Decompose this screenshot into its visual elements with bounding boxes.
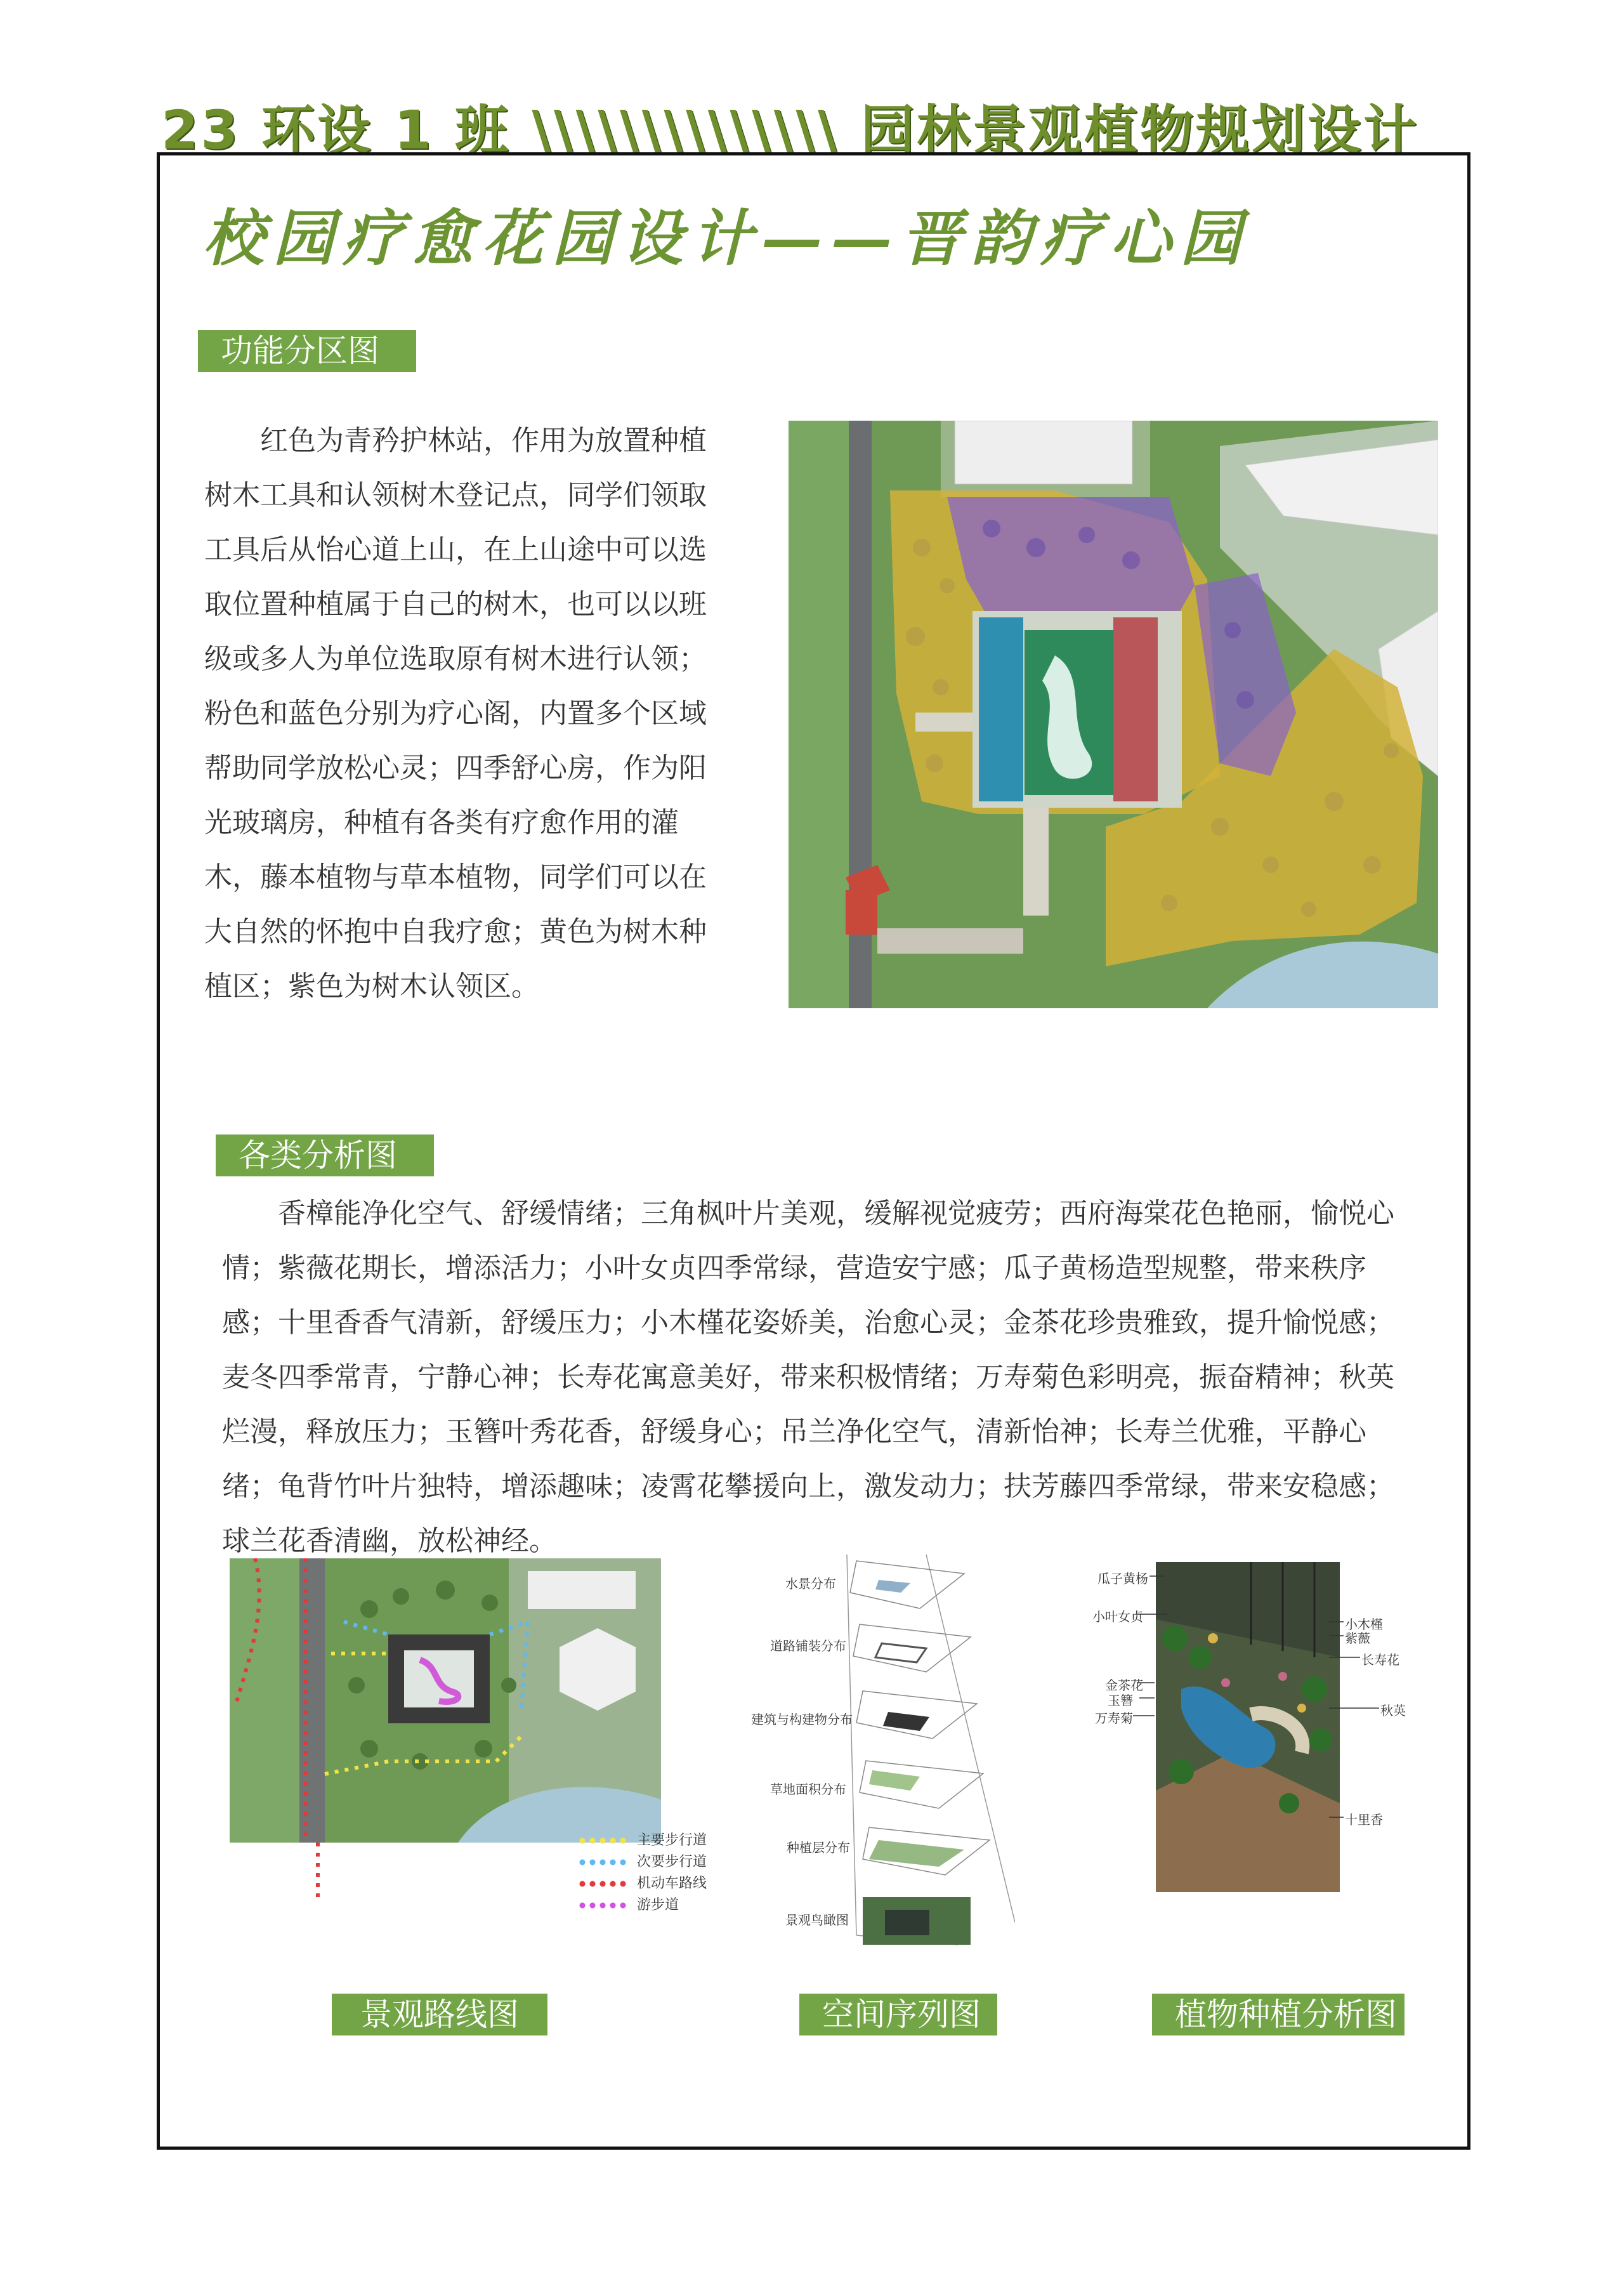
plant-label-left-3: 金茶花 <box>1105 1678 1143 1693</box>
plant-label-right-4: 秋英 <box>1380 1703 1406 1718</box>
legend-item-secondary-walk: 次要步行道 <box>577 1851 707 1873</box>
plant-label-right-1: 小木槿 <box>1345 1617 1383 1632</box>
legend-item-vehicle-route: 机动车路线 <box>577 1873 707 1895</box>
layer-label-paving: 道路铺装分布 <box>770 1638 846 1654</box>
page-header-title: 23 环设 1 班 \\\\\\\\\\\\\\ 园林景观植物规划设计 <box>161 99 1420 161</box>
route-map-road-line <box>316 1843 320 1900</box>
functional-zoning-text: 红色为青矜护林站，作用为放置种植树木工具和认领树木登记点，同学们领取工具后从怡心道上山，在上山途中可以选取位置种植属于自己的树木，也可以以班级或多人为单位选取原有树木进行认领；粉色和蓝色分别为疗心阁，内置多个区域帮助同学放松心灵；四季舒心房，作为阳光玻璃房，种植有各类有疗愈作用的灌木，藤本植物与草本植物，同学们可以在大自然的怀抱中自我疗愈；黄色为树木种植区；紫色为树木认领区。 <box>204 424 707 1003</box>
layer-label-water: 水景分布 <box>785 1576 836 1591</box>
plant-label-left-5: 万寿菊 <box>1095 1711 1133 1726</box>
plant-label-left-4: 玉簪 <box>1108 1693 1133 1708</box>
analysis-label: 各类分析图 <box>216 1134 434 1176</box>
layer-label-lawn: 草地面积分布 <box>770 1782 846 1797</box>
route-legend <box>577 1830 707 1916</box>
layer-label-buildings: 建筑与构建物分布 <box>751 1712 853 1727</box>
functional-zoning-label: 功能分区图 <box>198 330 416 372</box>
plant-leader-lines <box>1078 1561 1434 1827</box>
plant-label-right-5: 十里香 <box>1345 1812 1383 1827</box>
layer-label-aerial: 景观鸟瞰图 <box>785 1912 849 1928</box>
route-map-caption: 景观路线图 <box>332 1994 547 2035</box>
board-title: 校园疗愈花园设计——晋韵疗心园 <box>203 202 1250 274</box>
spatial-sequence-caption: 空间序列图 <box>799 1994 997 2035</box>
analysis-text: 香樟能净化空气、舒缓情绪；三角枫叶片美观，缓解视觉疲劳；西府海棠花色艳丽，愉悦心情；紫薇花期长，增添活力；小叶女贞四季常绿，营造安宁感；瓜子黄杨造型规整，带来秩序感；十里香香气清新，舒缓压力；小木槿花姿娇美，治愈心灵；金茶花珍贵雅致，提升愉悦感；麦冬四季常青，宁静心神；长寿花寓意美好，带来积极情绪；万寿菊色彩明亮，振奋精神；秋英烂漫，释放压力；玉簪叶秀花香，舒缓身心；吊兰净化空气，清新怡神；长寿兰优雅，平静心绪；龟背竹叶片独特，增添趣味；凌霄花攀援向上，激发动力；扶芳藤四季常绿，带来安稳感；球兰花香清幽，放松神经。 <box>222 1197 1394 1557</box>
spatial-sequence-diagram <box>751 1555 1015 1948</box>
plant-label-right-3: 长寿花 <box>1361 1652 1399 1667</box>
legend-item-trail: 游步道 <box>577 1895 707 1916</box>
layer-label-planting: 种植层分布 <box>787 1840 850 1855</box>
plant-label-right-2: 紫薇 <box>1345 1631 1370 1646</box>
plant-label-left-2: 小叶女贞 <box>1092 1609 1143 1624</box>
legend-item-main-walk: 主要步行道 <box>577 1830 707 1851</box>
plant-label-left-1: 瓜子黄杨 <box>1097 1571 1148 1586</box>
route-map-image <box>230 1558 661 1843</box>
planting-analysis-caption: 植物种植分析图 <box>1152 1994 1405 2035</box>
zoning-plan-image <box>789 421 1438 1008</box>
